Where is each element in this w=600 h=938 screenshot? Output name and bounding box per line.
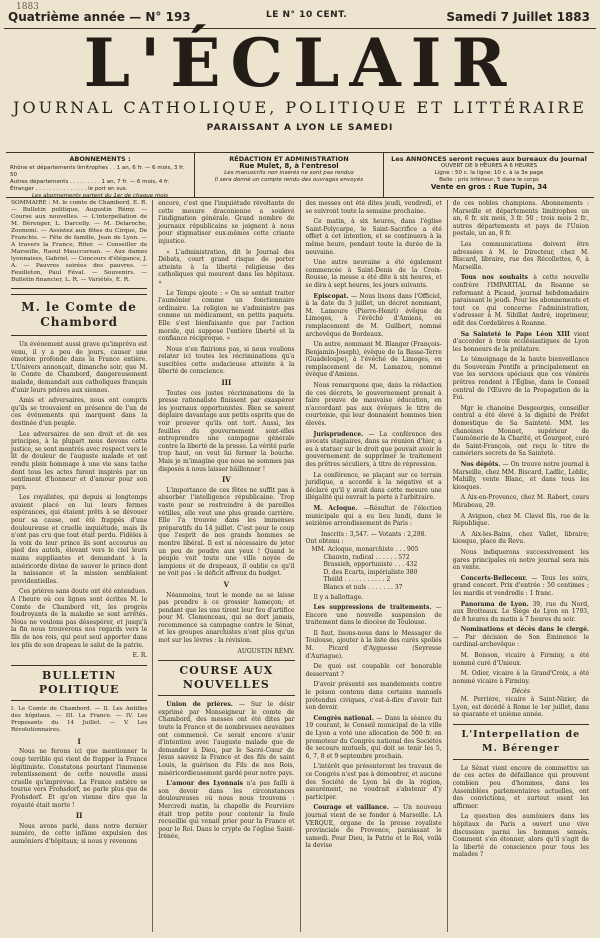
column-4 bbox=[447, 200, 594, 932]
news-lead: Nominations et décès dans le clergé. bbox=[460, 626, 589, 634]
paragraph: Les adversaires de son droit et de ses principes, à la plupart nous devons cette justice, se sont montrés avec respect vers le lit de douleur de l'auguste malade et ont rendu plein hommage à une vie sans tache dont tous les actes furent inspirés par un sentiment d'honneur et d'amour pour son pays. bbox=[11, 430, 148, 491]
annonces-heading: Les ANNONCES seront reçues aux bureaux du Journal bbox=[391, 155, 587, 163]
paragraph: Un événement aussi grave qu'imprévu est venu, il y a peu de jours, causer une émotion profonde dans la France entière. L'Univers annonçait, dimanche soir, que M. le Comte de Chambord, dangereusement malade, demandait aux catholiques français d'unir leurs prières aux siennes. bbox=[11, 341, 148, 394]
paragraph: Ce matin, à six heures, dans l'église Saint-Polycarpe, le Saint-Sacrifice a été offert à cet intention, et se continuera à la même heure, pendant toute la durée de la neuvaine. bbox=[305, 218, 442, 256]
news-item bbox=[306, 715, 442, 761]
news-item bbox=[453, 461, 589, 491]
news-text: — Nous lisons dans l'Officiel, à la date du 3 juillet, un décret nommant, M. Lamoure (Pierre-Henri) évêque de Limoges, à l'évêché d'Amiens, en remplacement de M. Guilbert, nommé archevêque de Bordeaux. bbox=[305, 292, 442, 338]
newspaper-subtitle: JOURNAL CATHOLIQUE, POLITIQUE ET LITTÉRAIRE bbox=[13, 98, 587, 117]
news-item bbox=[306, 293, 442, 339]
bulletin-summary: I. Le Comte de Chambord. — II. Les Antilles des hôpitaux. — III. La France. — IV. Les Proposants du 14 Juillet. — V. Les Révolutionnaires. bbox=[11, 705, 148, 733]
news-lead: Panorama de Lyon. bbox=[460, 600, 529, 608]
redaction-heading: RÉDACTION ET ADMINISTRATION bbox=[229, 155, 349, 163]
news-text: — La conférence des avocats stagiaires, dans sa réunion d'hier, a eu à statuer sur le droit que pouvait avoir le gouvernement de supprimer le traitement des prêtres séculiers, à titre de répression. bbox=[305, 430, 442, 468]
news-lead: Courage et vaillance. bbox=[313, 804, 389, 812]
paragraph: L'intérêt que présenteront les travaux de ce Congrès n'est pas à démontrer, et aucune des Société de Lyon bâ de la région, assurément, ne voudrait s'abstenir d'y participer. bbox=[305, 763, 442, 801]
issue-date: Samedi 7 Juillet 1883 bbox=[446, 10, 590, 24]
news-lead: Episcopat. bbox=[313, 292, 349, 300]
paragraph: Nous indiquerons successivement les gares principales où notre journal sera mis en vente. bbox=[452, 548, 589, 572]
paragraph: Nous n'en finirions pas, si nous voulions relater ici toutes les récriminations qu'a suscitées cette audacieuse atteinte à la liberté de conscience. bbox=[158, 345, 295, 376]
news-item bbox=[453, 274, 589, 327]
archive-stamp: 1883 bbox=[16, 2, 39, 12]
annonces-line: Ligne : 50 c. la ligne; 10 c. à la 3e page bbox=[434, 170, 544, 176]
news-text: — Sur le désir exprimé par Monseigneur le comte de Chambord, des messes ont été dites par toute la France et de nombreuses neuvaines ont commencé. Ce serait encore s'unir d'intention avec l'auguste malade que de demander à Dieu, par le Sacré-Cœur de Jésus sauvez la France et des fils de saint Louis, la guérison du Fils de nos Rois, miséricordieusement gardé pour notre pays. bbox=[158, 701, 295, 777]
paragraph: « L'administration, dit le Journal des Débats, court grand risque de porter atteinte à la liberté religieuse des catholiques qui meurent dans les hôpitaux. » bbox=[158, 248, 295, 286]
redaction-address: Rue Mulet, 8, à l'entresol bbox=[239, 162, 339, 170]
news-item bbox=[306, 505, 442, 528]
paragraph: Les royalistes, qui depuis si longtemps avaient placé en lui leurs fermes espérances, qui étaient prêts à se dévouer pour sa cause, ont été frappés d'une douloureuse et cruelle inquiétude, mais ils n'ont pas cru que tout était perdu. Fidèles à la voix de leur prince ils sont accourus au pied des autels, élevant vers le ciel leurs mains suppliantes et demandant à la miséricorde divine de sauver le prince dont la naissance et la mission semblaient providentielles. bbox=[11, 494, 148, 585]
annonces-line: OUVERT DE 9 HEURES A 6 HEURES bbox=[440, 163, 538, 169]
news-lead: Les suppressions de traitements. bbox=[313, 604, 432, 612]
news-lead: Concerts-Bellecour. bbox=[460, 574, 528, 582]
abonnement-line: Étranger . . . . . . . . . . . . . . . le port en sus. bbox=[10, 186, 128, 192]
section-number: IV bbox=[222, 475, 231, 485]
news-lead: L'amour des Lyonnais bbox=[166, 780, 243, 788]
newspaper-title: L'ÉCLAIR bbox=[83, 24, 517, 102]
news-text: — Un nouveau journal vient de se fonder à Marseille. LA VERQUE, organe de la presse royaliste provinciale de Provence, paraissant le samedi. Pour Dieu, la Patrie et le Roi, voilà la devise bbox=[305, 804, 442, 850]
section-title: L'Interpellation de M. Bérenger bbox=[453, 724, 589, 760]
vote-line: Théild . . . . . . . . . . . 2 bbox=[323, 576, 391, 584]
abonnement-line: Les abonnements partent du 1er de chaque mois bbox=[31, 193, 169, 199]
news-text: — On trouve notre journal à Marseille, chez MM. Biscard, Ladlic, Loblic, Mahilly, vente Blanc, et dans tous les kiosques. bbox=[452, 461, 589, 491]
column-3 bbox=[300, 200, 447, 932]
vote-line: D. des Ecarts, impérialiste 380 bbox=[323, 568, 418, 576]
news-text: n'a pas failli à son devoir dans les circonstances douloureuses où nous nous trouvons : Mercredi matin, la chapelle de Fourvière était trop petite pour contenir la foule recueillie qui venait prier pour la France et pour le Roi. Dans le crypte de l'église Saint-Irénée, bbox=[158, 780, 295, 841]
news-item bbox=[158, 780, 294, 841]
paragraph: D'avoir présenté ses mandements contre le poison contenu dans certains manuels prétendus civiques, c'est-à-dire d'avoir fait son devoir. bbox=[305, 681, 442, 712]
paragraph: Nous ne ferons ici que mentionner le coup terrible qui vient de frapper la France légitimiste. Constatons pourtant l'immense retentissement de cette nouvelle aussi cruelle qu'imprévue. La France entière se tourne vers Frohsdorf, ne parle plus que de Frohsdorf. Et qu'on vienne dire que la royauté était morte ! bbox=[11, 748, 148, 809]
paragraph: La question des aumôniers dans les hôpitaux de Paris a ouvert une vive discussion parmi les hommes sensés. Comment s'en étonner, alors qu'il s'agit de la liberté de conscience pour tous les malades ? bbox=[452, 813, 589, 859]
section-title: BULLETIN POLITIQUE bbox=[11, 665, 147, 701]
column-1 bbox=[6, 200, 152, 932]
paragraph: De quoi est coupable cet honorable desservant ? bbox=[305, 663, 442, 678]
redaction-box bbox=[194, 153, 383, 197]
paragraph: M. Boisson, vicaire à Firminy, a été nommé curé d'Unieux. bbox=[452, 652, 589, 667]
column-2 bbox=[152, 200, 299, 932]
paragraph: Nous avons parlé, dans notre dernier numéro, de cette infâme expulsion des aumôniers d'hôpitaux; si nous y revenons bbox=[11, 822, 148, 845]
news-item bbox=[453, 331, 589, 354]
redaction-note: Les manuscrits non insérés ne sont pas rendus bbox=[224, 170, 354, 176]
news-item bbox=[158, 701, 294, 777]
redaction-note: Il sera donné un compte rendu des ouvrages envoyés bbox=[214, 177, 364, 183]
paragraph: de ces nobles champions. Abonnements : Marseille et départements limitrophes un an, 6 fr. six mois, 3 fr. 50 ; trois mois 2 fr., autres départements et pays de l'Union postale, un an, 8 fr. bbox=[452, 200, 589, 238]
election-totals: Inscrits : 3,547. — Votants : 2,298. bbox=[320, 530, 427, 538]
news-item bbox=[453, 601, 589, 624]
paragraph: A Aix-les-Bains, chez Vallet, libraire; kiosque, place du Revu. bbox=[452, 530, 589, 546]
abonnement-line: Autres départements . . . . . . . . . 1 an, 7 fr. — 6 mois, 4 fr. bbox=[10, 179, 170, 185]
section-number: V bbox=[223, 579, 230, 589]
newspaper-tagline: PARAISSANT A LYON LE SAMEDI bbox=[206, 123, 394, 133]
paragraph: M. Odier, vicaire à la Grand'Croix, a été nommé vicaire à Firminy. bbox=[452, 670, 589, 685]
paragraph: Ces prières sans doute ont été entendues. A l'heure où ces lignes sont écrites M. le Comte de Chambord vit, les progrès foudroyants de la maladie se sont arrêtés. Nous ne voulons pas désespérer, et jusqu'à la fin nous trouverons nos regards vers le fils de nos rois, qui peut seul apporter dans les plis de son drapeau le salut de la patrie. bbox=[11, 588, 148, 649]
news-text: à cette nouvelle confrère l'IMPARTIAL de Roanne se reformant à Picaud, journal hebdomadaire paraissant le jeudi. Pour les abonnements et tout ce qui concerne l'administration, s'adresser à M. Sibillat André, imprimeur, edit des Cordelières à Roanne. bbox=[452, 274, 589, 327]
paragraph: Amis et adversaires, nous ont compris qu'ils se trouvaient en présence de l'un de ces événements qui marquent dans la destinée d'un peuple. bbox=[11, 397, 148, 427]
paragraph: La conférence, se plaçant sur ce terrain juridique, a accordé à la négative et a déclaré qu'il y avait dans cette mesure une illégalité qui ouvrait la porte à l'arbitraire. bbox=[305, 471, 442, 502]
paragraph: Toutes ces justes récriminations de la presse rationaliste finissent par exaspérer les journaux opportunistes. Bien se savent déplaire davantage aux petits esprits que de voir prouver qu'ils ont tort. Aussi, les feuilles du gouvernement sont-elles entreprendre une campagne générale contre la liberté de la presse. La vérité parle trop haut, on veut lui fermer la bouche. Mais je m'imagine que nous ne sommes pas disposés à nous laisser bâillonner ! bbox=[158, 389, 295, 473]
paragraph: Une autre neuvaine a été également commencée à Saint-Denis de la Croix-Rousse, la messe a été dite à six heures, et se dira à sept heures, les jours suivants. bbox=[305, 259, 442, 289]
news-lead: Nos dépôts. bbox=[460, 461, 501, 468]
news-lead: M. Acloque. bbox=[313, 504, 358, 512]
paragraph: Le Sénat vient encore de commettre un de ces actes de défaillance qui prouvent combien peu d'hommes, dans les Assemblées parlementaires actuelles, ont des convictions, et surtout osent les affirmer. bbox=[452, 764, 589, 810]
sommaire: SOMMAIRE : M. le comte de Chambord, E. R. — Bulletin politique, Augustin Rémy. — Course aux nouvelles. — L'interpellation de M. Bérenger, L. Darcelly. — M. Delaroche, Zoonemi. — Assistez aux fêtes du Cirque, De Franchis. — Fête de famille, Jean de Lyon. — A travers la France, Ritor. — Conseiller de Marseille, Raoul Mauccurean. — Aux dames lyonnaises, Gabriel. — Concours d'élégance, J. A. — Pauvres soirées des pauvres. — Feuilleton, Paul Féval. — Souvenirs. — Bulletin financier, L. R. — Variétés, E. R. bbox=[11, 200, 147, 289]
deces-heading: Décès bbox=[511, 688, 531, 696]
paragraph: M. Perrière, vicaire à Saint-Nizier, de Lyon, est décédé à Rome le 1er juillet, dans sa quarante et unième année. bbox=[452, 696, 589, 719]
article-title: M. le Comte de Chambord bbox=[11, 294, 147, 336]
abonnements-box bbox=[6, 153, 194, 197]
news-text: vient d'accorder à trois ecclésiastiques de Lyon les honneurs de la prélature. bbox=[452, 330, 589, 353]
edition-number: Quatrième année — N° 193 bbox=[8, 10, 191, 24]
paragraph: Le Temps ajoute : « On se sentait traiter l'aumônier comme un fonctionnaire ordinaire. La religion ne s'administre pas comme un médicament, en petits paquets. Elle s'est bienfaisante que par l'action morale, qui suppose l'entière liberté et la confiance réciproque. » bbox=[158, 289, 295, 343]
vote-line: Blancs et nuls . . . . . . . 37 bbox=[323, 583, 403, 591]
election-label: Ont obtenu : bbox=[305, 538, 344, 546]
paragraph: L'importance de ces fêtes ne suffit pas à absorber l'intelligence républicaine. Trop vaste pour se restreindre à de pareilles vétilles, elle veut une plus grande carrière. Elle l'a trouvée dans les immenses préparatifs du 14 juillet. C'est pour le coup que l'esprit de nos grands hommes se montre libéral. Il est si nécessaire de jeter un peu de poudre aux yeux ! Quand le peuple voit toute une ville noyée de lampions et de drapeaux, il oublie ce qu'il ne voit pas : le déficit affreux du budget. bbox=[158, 486, 295, 578]
news-lead: Jurisprudence. bbox=[313, 430, 364, 438]
vote-line: MM. Acloque, monarchiste . . . 905 bbox=[311, 545, 419, 553]
abonnement-line: Rhône et départements limitrophes . . 1 an, 6 fr. — 6 mois, 3 fr. 50 bbox=[10, 165, 185, 178]
info-bar bbox=[6, 152, 594, 198]
signature: AUGUSTIN RÉMY. bbox=[237, 647, 295, 655]
signature: E. R. bbox=[132, 652, 148, 660]
paragraph: Mgr le chanoine Desgeorges, conseiller central a été élevé à la dignité de Préfet domestique de Sa Sainteté. MM. les chanoines Monnet, supérieur de l'aumônerie de la Charité, et Gourgeot, curé de Saint-François, ont reçu le titre de camériers secrets de Sa Sainteté. bbox=[452, 404, 589, 458]
section-number: II bbox=[75, 811, 83, 821]
news-item bbox=[306, 431, 442, 469]
issue-price: LE N° 10 CENT. bbox=[266, 10, 348, 20]
abonnements-heading: ABONNEMENTS : bbox=[69, 155, 131, 163]
vote-line: Chauvin, radical . . . . . . 572 bbox=[323, 553, 410, 561]
paragraph: Néanmoins, tout le monde ne se laisse pas prendre à ce grossier hameçon; et pendant que les uns tirent leur feu d'artifice pour M. Clemenceau, qui ne dort jamais, recommence sa campagne contre le Sénat, et les groupes anarchistes n'ont plus qu'un mot sur les lèvres : la révision. bbox=[158, 591, 295, 645]
news-text: — Par décision de Son Éminence le cardinal-archevêque : bbox=[452, 633, 589, 649]
news-text: —Résultat de l'élection municipale qui a eu lieu lundi, dans le seizième arrondissement de Paris : bbox=[305, 504, 442, 528]
news-text: 39, rue du Nord, aux Brotteaux. Le Siège de Lyon en 1793, de 8 heures du matin à 7 heures du soir. bbox=[452, 600, 589, 623]
paragraph: Il faut, lisons-nous dans le Messager de Toulouse, ajouter à la liste des curés spoliés M. Picard d'Ayguesse (Seyresse d'Auriague). bbox=[305, 629, 442, 660]
news-lead: Union de prières. bbox=[166, 701, 233, 709]
news-item bbox=[306, 604, 442, 627]
section-number: I bbox=[77, 736, 81, 746]
annonces-box bbox=[383, 153, 594, 197]
masthead bbox=[0, 24, 600, 142]
paragraph: A Aix-en-Provence, chez M. Rabert, cours Mirabeau, 29. bbox=[452, 494, 589, 509]
paragraph: Nous remarquons que, dans la rédaction de ces décrets, le gouvernement prenait à faire preuve de mauvaise éducation, en n'accordant pas aux évêques le titre de courtoisie, qui leur donnaient hommes bien élevés. bbox=[305, 382, 442, 428]
news-item bbox=[306, 804, 442, 850]
paragraph: Le témoignage de la haute bienveillance du Souverain Pontife a principalement en vue les services spéciaux que ces vénérés prêtres rendent à l'Église, dans le Conseil central de l'Œuvre de la Propagation de la Foi. bbox=[452, 356, 589, 402]
vote-line: Brassieh, opportuniste . . . 432 bbox=[323, 561, 418, 569]
annonces-vente: Vente en gros : Rue Tupin, 34 bbox=[430, 183, 548, 191]
paragraph: Il y a ballottage. bbox=[313, 593, 364, 601]
news-lead: Tous nos souhaits bbox=[460, 274, 528, 282]
annonces-line: Belle : prix inférieur, 5 dans le corps bbox=[439, 177, 539, 183]
paragraph: des messes ont été dites jeudi, vendredi, et se suivront toute la semaine prochaine. bbox=[305, 200, 442, 215]
paragraph: Un autre, nommant M. Blanger (François-Benjamin-Joseph), évêque de la Basse-Terre (Guadeloupe), à l'évêché de Limoges, en remplacement de M. Lamazou, nommé évêque d'Amiens. bbox=[305, 341, 442, 379]
news-item bbox=[453, 626, 589, 649]
section-number: III bbox=[221, 378, 232, 388]
article-columns bbox=[6, 200, 594, 932]
news-item bbox=[453, 575, 589, 598]
section-title: COURSE AUX NOUVELLES bbox=[158, 660, 294, 696]
paragraph: A Avignon, chez M. Clavel fils, rue de la République. bbox=[452, 512, 589, 528]
news-text: — Encore une nouvelle suspension de traitement dans le diocèse de Toulouse. bbox=[305, 604, 442, 627]
news-lead: Congrès national. bbox=[313, 714, 374, 722]
news-lead: Sa Sainteté le Pape Léon XIII bbox=[460, 330, 570, 338]
paragraph: Les communications doivent être adressées à M. le Directeur, chez M. Biscard, libraire, rue des Récollettes, 6, à Marseille. bbox=[452, 240, 589, 271]
news-text: — Dans la séance du 19 courant, le Conseil municipal de la ville de Lyon a voté une allocation de 500 fr. en promoteur du Congrès national des Sociétés de secours mutuels, qui doit se tenir les 5, 6, 7, 8 et 9 septembre prochain. bbox=[305, 714, 442, 760]
paragraph: encore, c'est que l'inquiétude révoltante de cette mesure draconienne a soulevé l'indignation générale. Grand nombre de journaux républicains se joignent à nous pour stigmatiser eux-mêmes cette criante injustice. bbox=[158, 200, 295, 245]
news-text: — Tous les soirs, grand concert. Prix d'entrée : 50 centimes ; les mardis et vendredis : 1 franc. bbox=[452, 574, 589, 597]
